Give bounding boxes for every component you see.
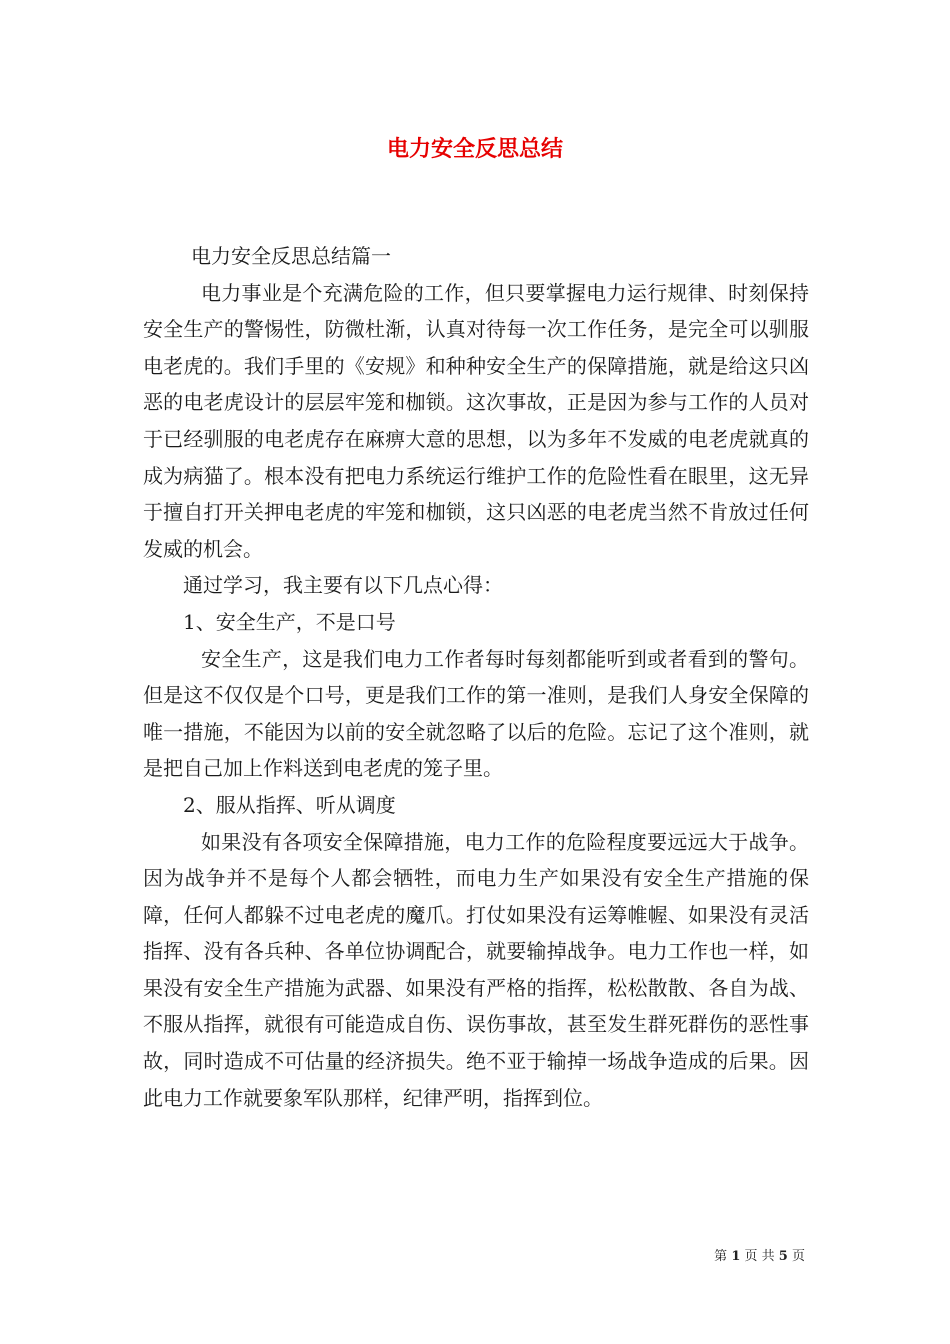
paragraph: 1、安全生产，不是口号 xyxy=(183,609,396,634)
footer-total-pages: 5 xyxy=(778,1249,788,1264)
paragraph: 如果没有各项安全保障措施，电力工作的危险程度要远远大于战争。因为战争并不是每个人都会牺牲，而电力生产如果没有安全生产措施的保障，任何人都躲不过电老虎的魔爪。打仗如果没有运筹帷幄、如果没有灵活指挥、没有各兵种、各单位协调配合，就要输掉战争。电力工作也一样，如果没有安全生产措施为武器、如果没有严格的指挥，松松散散、各自为战、不服从指挥，就很有可能造成自伤、误伤事故，甚至发生群死群伤的恶性事故，同时造成不可估量的经济损失。绝不亚于输掉一场战争造成的后果。因此电力工作就要象军队那样，纪律严明，指挥到位。 xyxy=(143,829,809,1110)
document-body xyxy=(143,238,809,1116)
paragraph: 电力事业是个充满危险的工作，但只要掌握电力运行规律、时刻保持安全生产的警惕性，防微杜渐，认真对待每一次工作任务，是完全可以驯服电老虎的。我们手里的《安规》和种种安全生产的保障措施，就是给这只凶恶的电老虎设计的层层牢笼和枷锁。这次事故，正是因为参与工作的人员对于已经驯服的电老虎存在麻痹大意的思想，以为多年不发威的电老虎就真的成为病猫了。根本没有把电力系统运行维护工作的危险性看在眼里，这无异于擅自打开关押电老虎的牢笼和枷锁，这只凶恶的电老虎当然不肯放过任何发威的机会。 xyxy=(143,280,809,561)
footer-prefix: 第 xyxy=(714,1249,728,1264)
page-footer xyxy=(714,1248,805,1266)
footer-current-page: 1 xyxy=(731,1249,741,1264)
paragraph: 安全生产，这是我们电力工作者每时每刻都能听到或者看到的警句。但是这不仅仅是个口号，更是我们工作的第一准则，是我们人身安全保障的唯一措施，不能因为以前的安全就忽略了以后的危险。忘记了这个准则，就是把自己加上作料送到电老虎的笼子里。 xyxy=(143,646,809,781)
footer-middle: 页 共 xyxy=(744,1249,775,1264)
paragraph: 2、服从指挥、听从调度 xyxy=(183,792,396,817)
paragraph: 通过学习，我主要有以下几点心得： xyxy=(183,573,503,598)
footer-suffix: 页 xyxy=(791,1249,805,1264)
document-title: 电力安全反思总结 xyxy=(386,137,563,162)
section-title: 电力安全反思总结篇一 xyxy=(191,244,391,268)
